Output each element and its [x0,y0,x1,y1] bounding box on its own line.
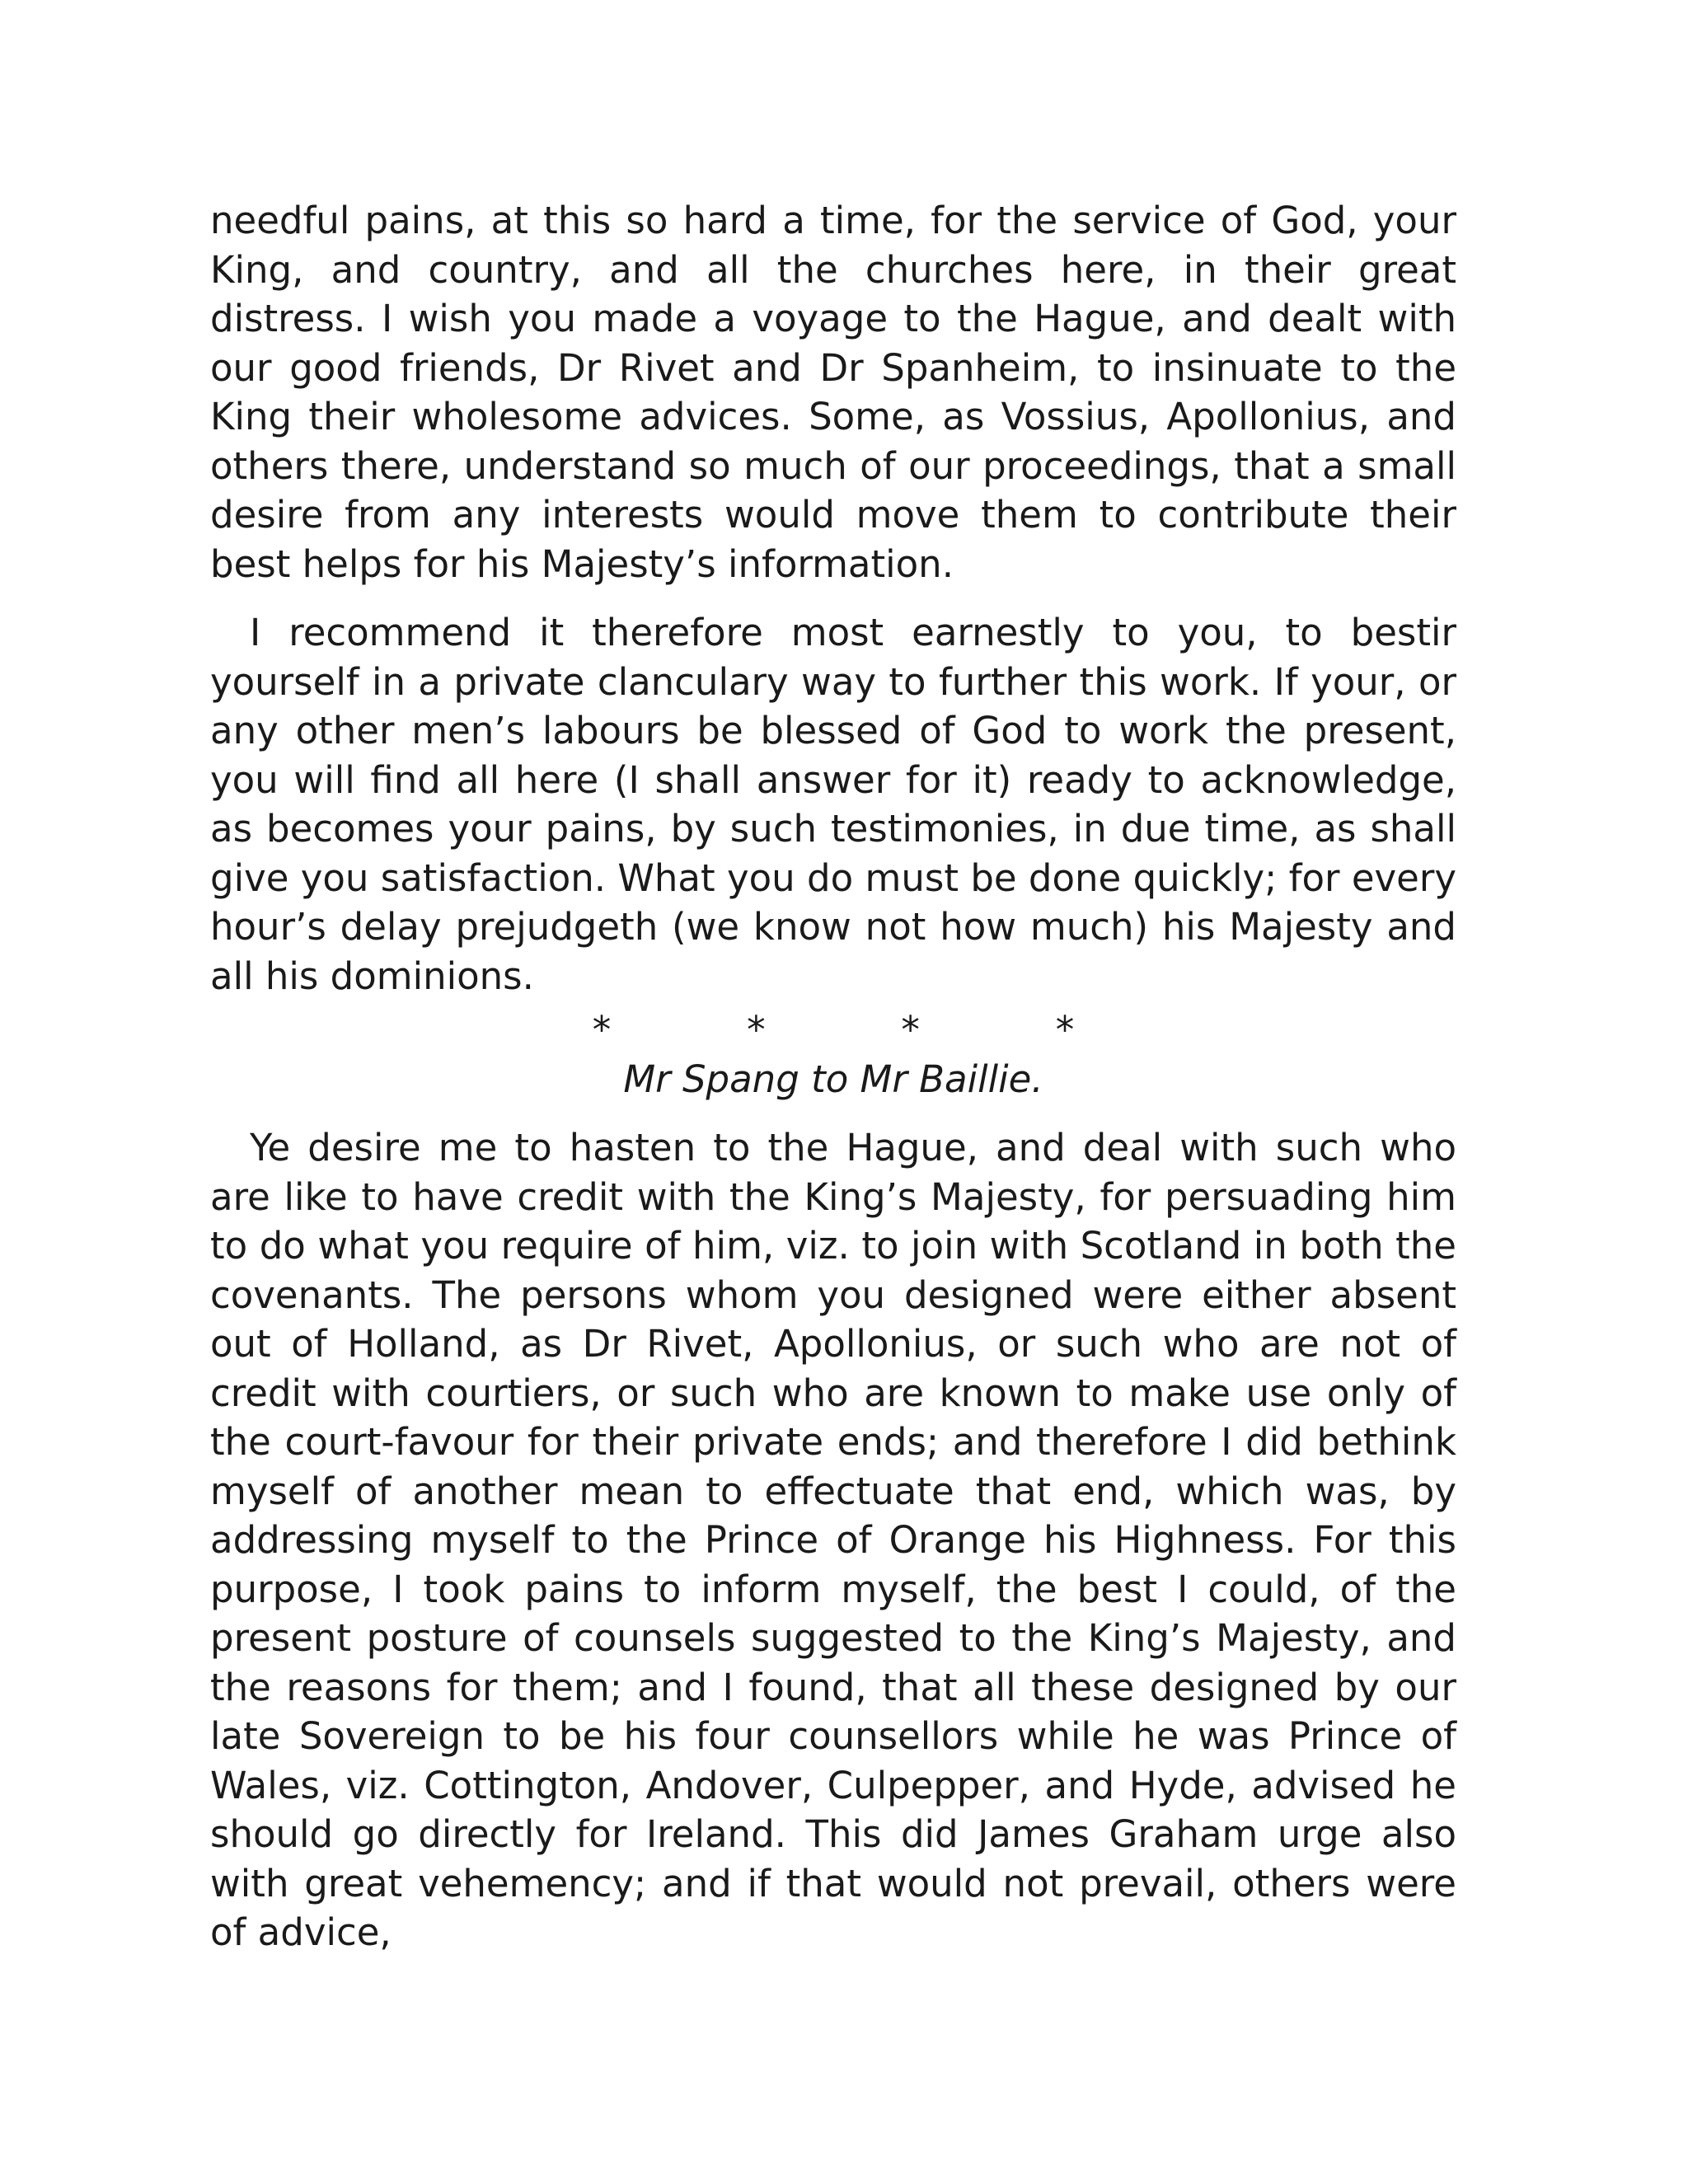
separator-asterisk: * [592,1008,612,1052]
paragraph-recommendation: I recommend it therefore most earnestly to you, to bestir yourself in a private clanculary way to further this work. If your, or any other men’s labours be blessed of God to work the present, you will find all here (I shall answer for it) ready to acknowledge, as becomes your pains, by such testimonies, in due time, as shall give you satisfaction. What you do must be done quickly; for every hour’s delay prejudgeth (we know not how much) his Majesty and all his dominions. [210,611,1456,998]
section-separator [210,1005,1456,1055]
paragraph-continued: needful pains, at this so hard a time, for the service of God, your King, and country, and all the churches here, in their great distress. I wish you made a voyage to the Hague, and dealt with our good friends, Dr Rivet and Dr Spanheim, to insinuate to the King their wholesome advices. Some, as Vossius, Apollonius, and others there, understand so much of our proceedings, that a small desire from any interests would move them to contribute their best helps for his Majesty’s information. [210,199,1456,586]
separator-asterisk: * [1055,1008,1075,1052]
document-page [210,196,1456,1957]
separator-asterisk: * [901,1008,920,1052]
letter-heading: Mr Spang to Mr Baillie. [623,1057,1043,1101]
separator-asterisk: * [747,1008,766,1052]
paragraph-letter-body: Ye desire me to hasten to the Hague, and deal with such who are like to have credit with the King’s Majesty, for persuading him to do what you require of him, viz. to join with Scotland in both the covenants. The persons whom you designed were either absent out of Holland, as Dr Rivet, Apollonius, or such who are not of credit with courtiers, or such who are known to make use only of the court-favour for their private ends; and therefore I did bethink myself of another mean to effectuate that end, which was, by addressing myself to the Prince of Orange his Highness. For this purpose, I took pains to inform myself, the best I could, of the present posture of counsels suggested to the King’s Majesty, and the reasons for them; and I found, that all these designed by our late Sovereign to be his four counsellors while he was Prince of Wales, viz. Cottington, Andover, Culpepper, and Hyde, advised he should go directly for Ireland. This did James Graham urge also with great vehemency; and if that would not prevail, others were of advice, [210,1126,1456,1954]
